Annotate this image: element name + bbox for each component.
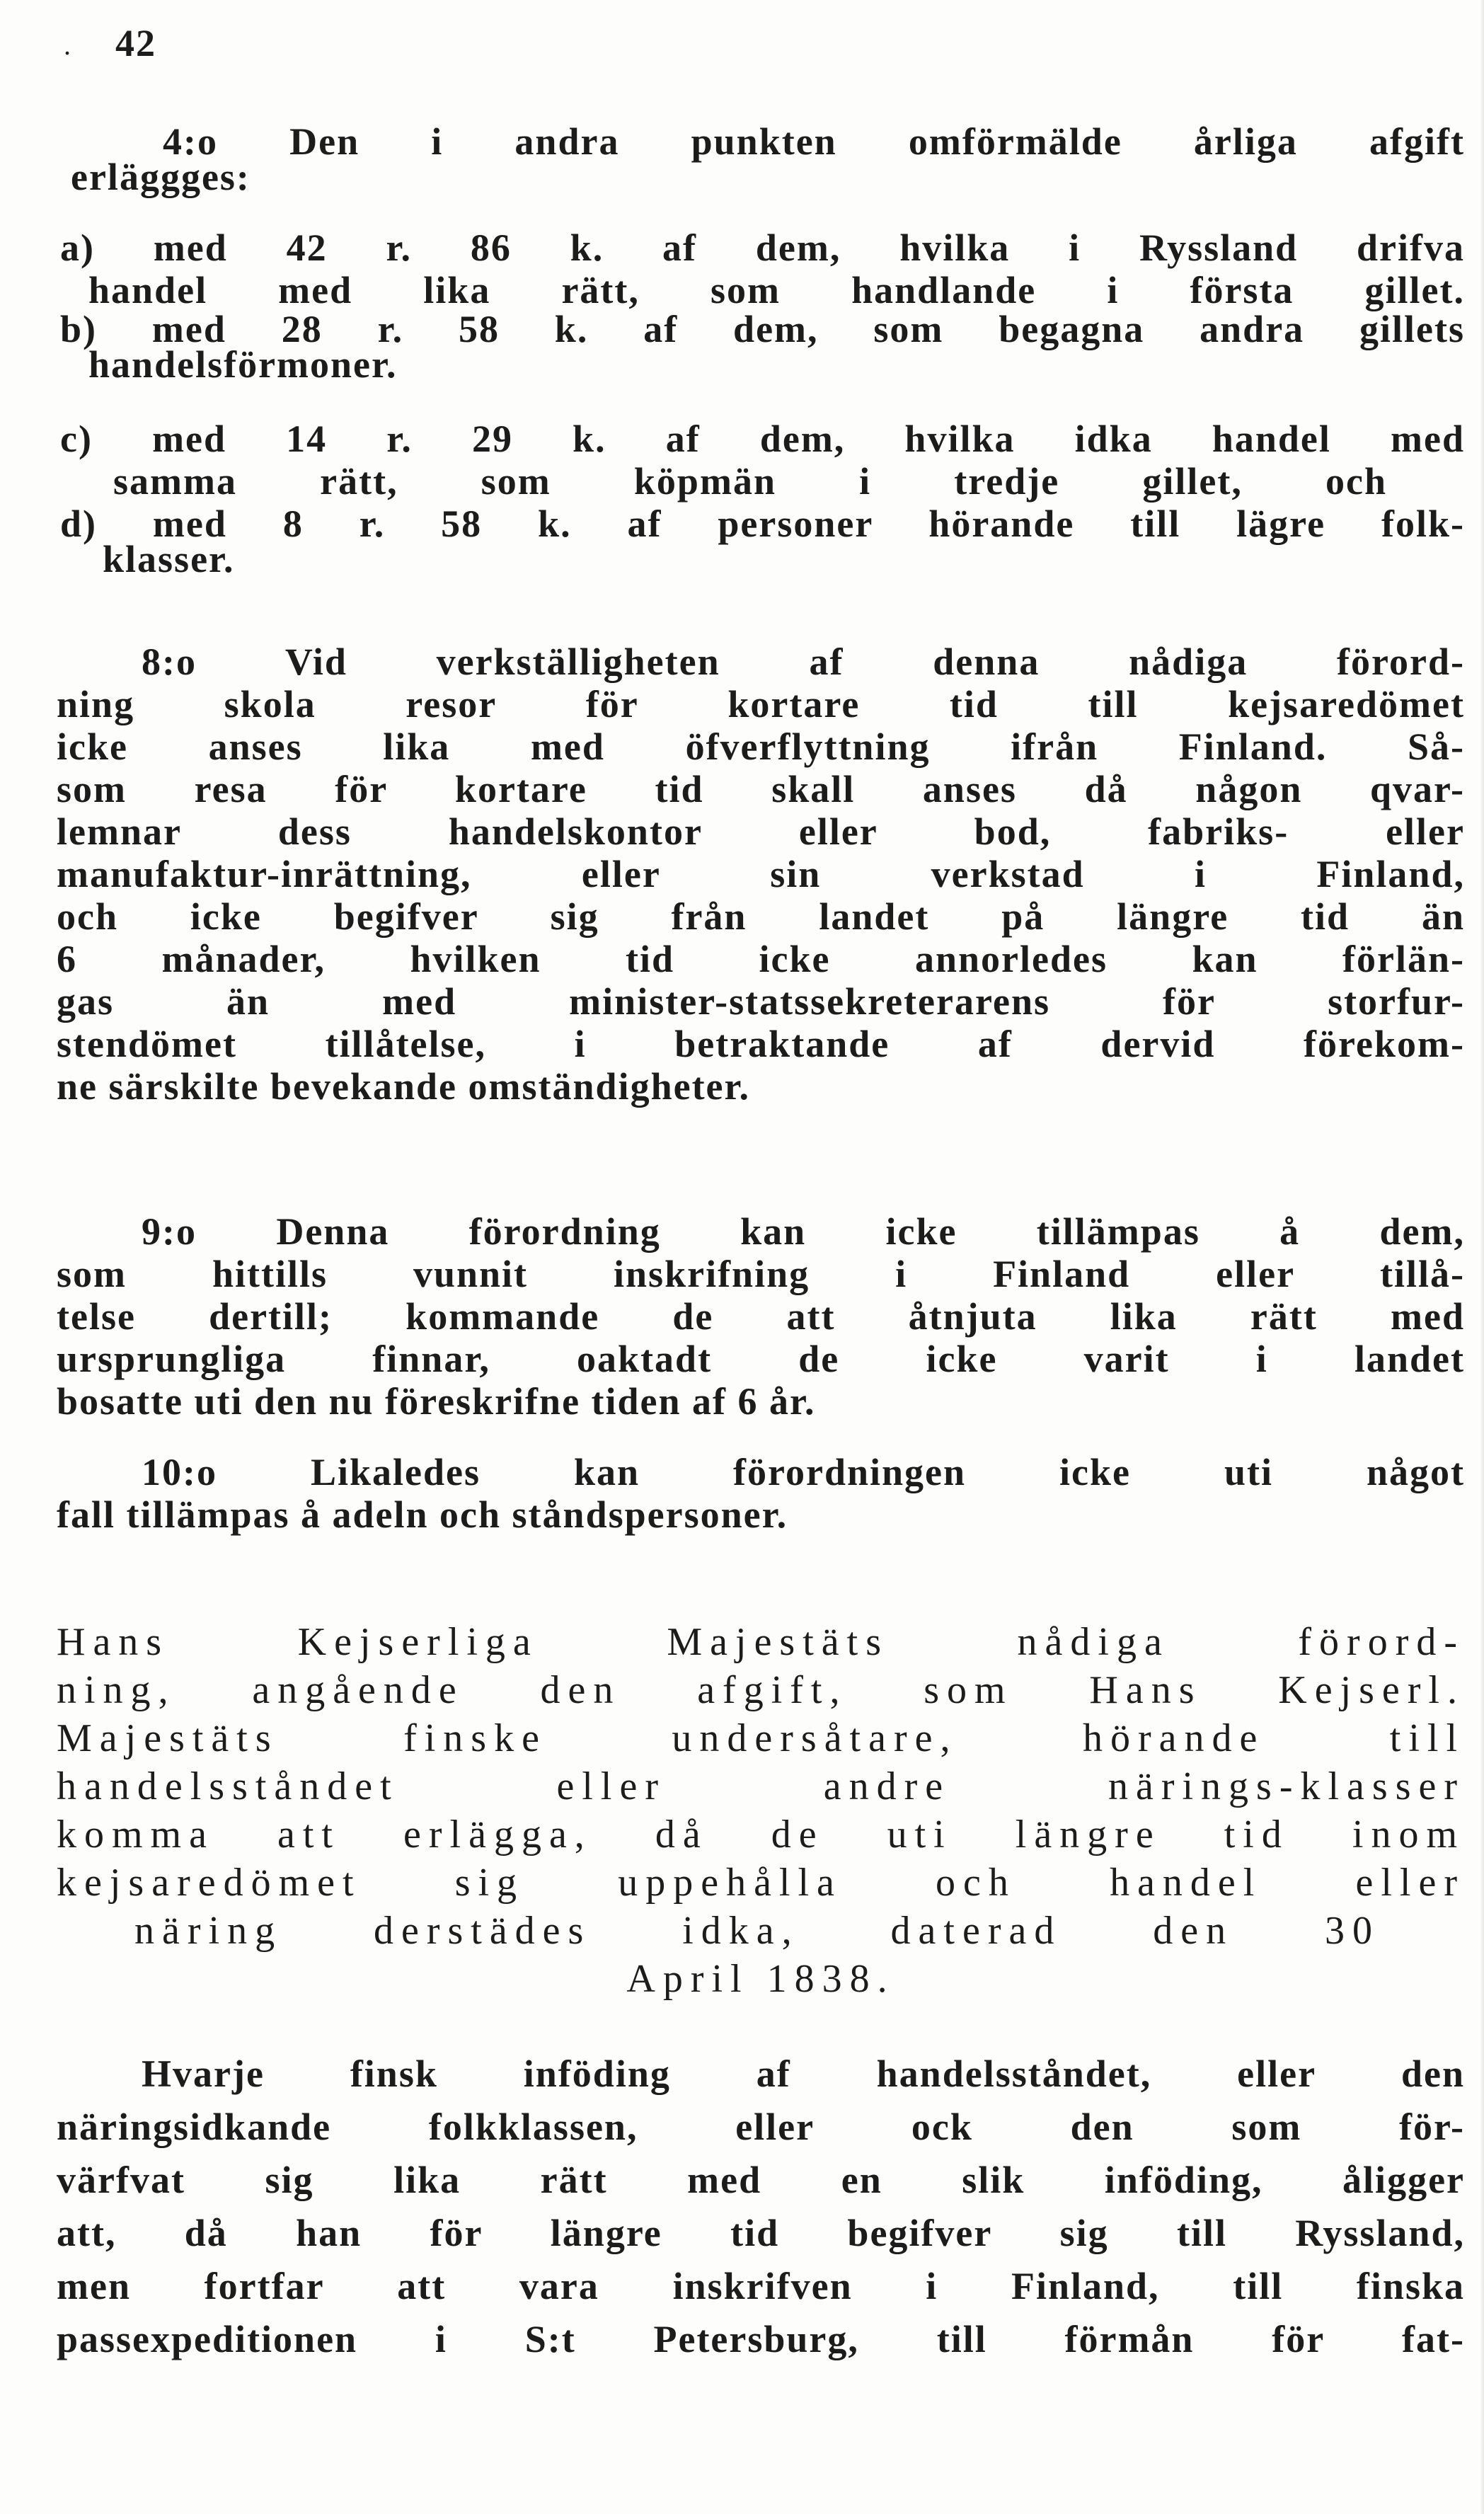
heading-line: kejsaredömet sig uppehålla och handel eller <box>57 1861 1465 1905</box>
text-line: icke anses lika med öfverflyttning ifrån Finland. Så- <box>57 725 1465 768</box>
text-line: bosatte uti den nu föreskrifne tiden af 6 år. <box>57 1380 816 1423</box>
text-line: c) med 14 r. 29 k. af dem, hvilka idka handel med <box>60 418 1465 460</box>
text-line: Hvarje finsk inföding af handelsståndet, eller den <box>142 2053 1465 2095</box>
heading-line: handelsståndet eller andre närings-klasser <box>57 1764 1465 1808</box>
heading-line: näring derstädes idka, daterad den 30 <box>134 1909 1380 1953</box>
text-line: 4:o Den i andra punkten omförmälde årliga afgift <box>163 120 1465 163</box>
text-line: lemnar dess handelskontor eller bod, fabriks- eller <box>57 810 1465 853</box>
text-line: ning skola resor för kortare tid till kejsaredömet <box>57 683 1465 725</box>
heading-line: Majestäts finske undersåtare, hörande till <box>57 1716 1465 1760</box>
text-line: handel med lika rätt, som handlande i första gillet. <box>88 269 1465 311</box>
text-line: som resa för kortare tid skall anses då någon qvar- <box>57 768 1465 810</box>
page-edge-shadow <box>1480 0 1484 2514</box>
heading-line: April 1838. <box>626 1957 895 2001</box>
text-line: 6 månader, hvilken tid icke annorledes kan förlän- <box>57 938 1465 980</box>
text-line: handelsförmoner. <box>88 343 398 386</box>
text-line: 9:o Denna förordning kan icke tillämpas å dem, <box>142 1210 1465 1253</box>
text-line: telse dertill; kommande de att åtnjuta lika rätt med <box>57 1295 1465 1338</box>
heading-line: Hans Kejserliga Majestäts nådiga förord- <box>57 1620 1465 1664</box>
text-line: och icke begifver sig från landet på längre tid än <box>57 895 1465 938</box>
text-line: fall tillämpas å adeln och ståndspersoner. <box>57 1493 788 1536</box>
text-line: ne särskilte bevekande omständigheter. <box>57 1065 751 1108</box>
heading-line: komma att erlägga, då de uti längre tid inom <box>57 1813 1465 1856</box>
text-line: att, då han för längre tid begifver sig till Ryssland, <box>57 2212 1465 2254</box>
text-line: näringsidkande folkklassen, eller ock den som för- <box>57 2106 1465 2148</box>
text-line: a) med 42 r. 86 k. af dem, hvilka i Ryssland drifva <box>60 226 1465 269</box>
text-line: ursprungliga finnar, oaktadt de icke varit i landet <box>57 1338 1465 1380</box>
text-line: 8:o Vid verkställigheten af denna nådiga förord- <box>142 641 1465 683</box>
text-line: gas än med minister-statssekreterarens för storfur- <box>57 980 1465 1023</box>
text-line: manufaktur-inrättning, eller sin verkstad i Finland, <box>57 853 1465 895</box>
page-mark: . <box>64 29 71 61</box>
text-line: passexpeditionen i S:t Petersburg, till förmån för fat- <box>57 2318 1465 2360</box>
text-line: erläggges: <box>71 156 251 198</box>
page-number: 42 <box>115 22 156 64</box>
text-line: b) med 28 r. 58 k. af dem, som begagna andra gillets <box>60 308 1465 350</box>
text-line: d) med 8 r. 58 k. af personer hörande till lägre folk- <box>60 503 1465 545</box>
text-line: samma rätt, som köpmän i tredje gillet, och <box>113 460 1387 503</box>
text-line: som hittills vunnit inskrifning i Finland eller tillå- <box>57 1253 1465 1295</box>
text-line: men fortfar att vara inskrifven i Finland, till finska <box>57 2265 1465 2307</box>
heading-line: ning, angående den afgift, som Hans Kejserl. <box>57 1668 1465 1712</box>
text-line: klasser. <box>103 538 235 580</box>
text-line: värfvat sig lika rätt med en slik inföding, åligger <box>57 2159 1465 2201</box>
text-line: 10:o Likaledes kan förordningen icke uti något <box>142 1451 1465 1493</box>
text-line: stendömet tillåtelse, i betraktande af dervid förekom- <box>57 1023 1465 1065</box>
